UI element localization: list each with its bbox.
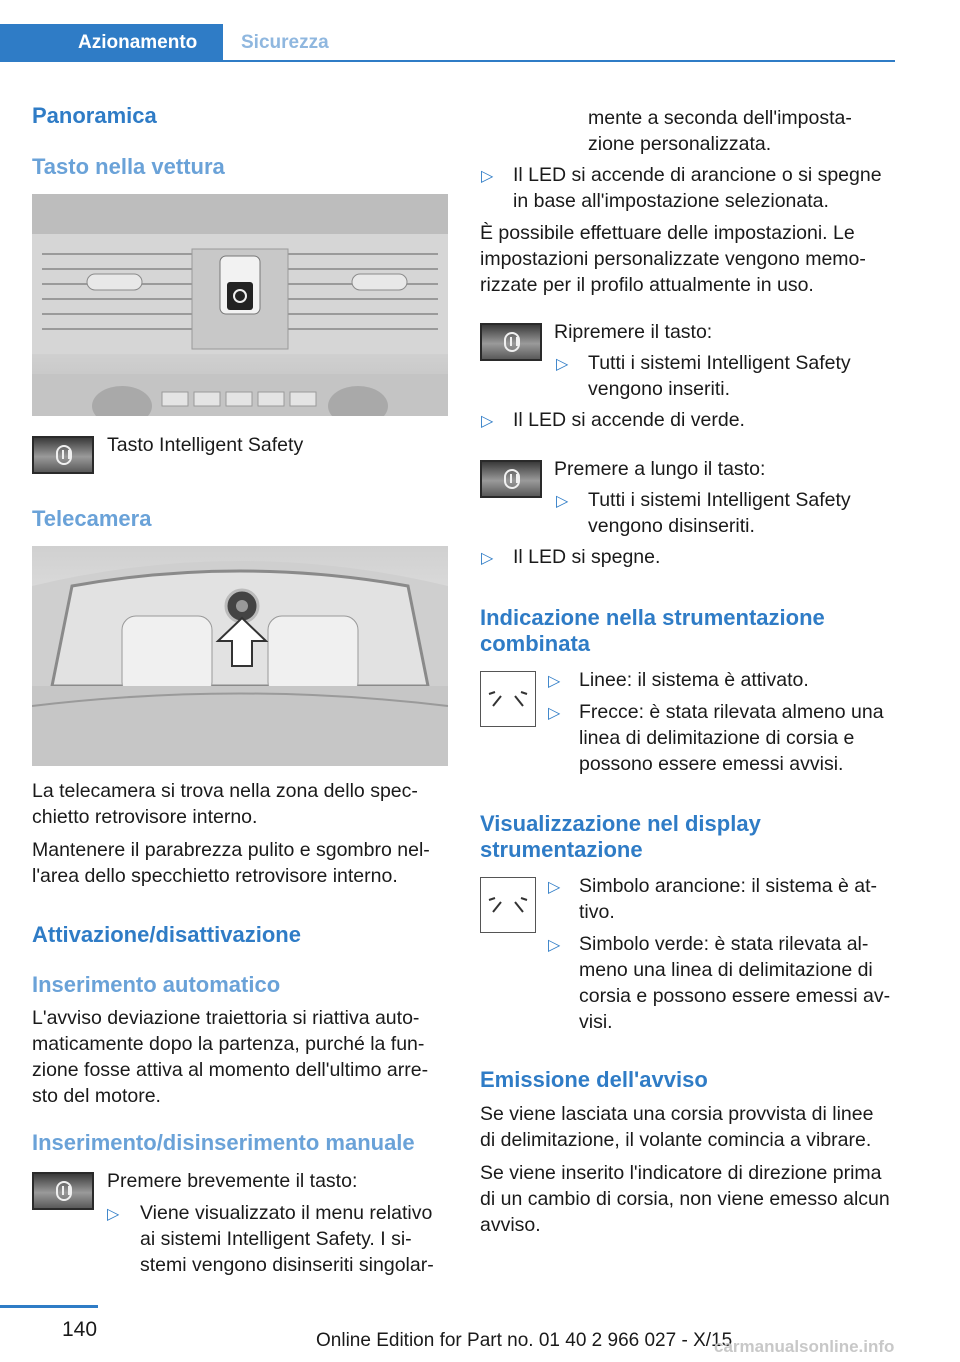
cluster-bullet-line: linea di delimitazione di corsia e (579, 727, 855, 749)
settings-text-line: impostazioni personalizzate vengono memo- (480, 248, 866, 270)
tab-sicurezza[interactable]: Sicurezza (241, 32, 329, 53)
warning-text-line: avviso. (480, 1214, 541, 1236)
auto-text-line: sto del motore. (32, 1085, 161, 1107)
bullet-icon: ▷ (548, 937, 561, 954)
press-short-label: Premere brevemente il tasto: (107, 1170, 358, 1192)
auto-text-line: L'avviso deviazione traiettoria si riattiva auto- (32, 1007, 420, 1029)
settings-text-line: È possibile effettuare delle impostazioni. Le (480, 222, 855, 244)
heading-manual: Inserimento/disinserimento manuale (32, 1130, 415, 1155)
press-long-label: Premere a lungo il tasto: (554, 458, 766, 480)
short-bullet-line: stemi vengono disinseriti singolar- (140, 1254, 434, 1276)
intelligent-safety-button-icon (480, 460, 542, 498)
intelligent-safety-button-icon (32, 1172, 94, 1210)
press-again-label: Ripremere il tasto: (554, 321, 713, 343)
camera-text-line: chietto retrovisore interno. (32, 806, 258, 828)
display-bullet-line: tivo. (579, 901, 615, 923)
cluster-bullet-line: Frecce: è stata rilevata almeno una (579, 701, 884, 723)
bullet-icon: ▷ (548, 705, 561, 722)
tab-azionamento[interactable]: Azionamento (0, 24, 223, 62)
intelligent-safety-button-icon (480, 323, 542, 361)
led-off-line: Il LED si spegne. (513, 546, 661, 568)
bullet-icon: ▷ (481, 413, 494, 430)
heading-warning: Emissione dell'avviso (480, 1067, 708, 1092)
camera-text-line: La telecamera si trova nella zona dello spec- (32, 780, 418, 802)
auto-text-line: maticamente dopo la partenza, purché la fun- (32, 1033, 425, 1055)
short-bullet-line: ai sistemi Intelligent Safety. I si- (140, 1228, 412, 1250)
watermark: carmanualsonline.info (714, 1337, 895, 1356)
heading-cluster: combinata (480, 631, 591, 656)
camera-text-line: l'area dello specchietto retrovisore interno. (32, 865, 398, 887)
camera-photo (32, 546, 448, 766)
display-bullet-line: meno una linea di delimitazione di (579, 959, 873, 981)
short-bullet-line: mente a seconda dell'imposta- (588, 107, 852, 129)
dashboard-illustration (32, 194, 448, 416)
page-number: 140 (62, 1318, 98, 1341)
display-bullet-line: corsia e possono essere emessi av- (579, 985, 891, 1007)
display-bullet-line: visi. (579, 1011, 613, 1033)
short-bullet-line: zione personalizzata. (588, 133, 772, 155)
heading-auto: Inserimento automatico (32, 972, 281, 997)
led-orange-line: Il LED si accende di arancione o si spegne (513, 164, 882, 186)
warning-text-line: di un cambio di corsia, non viene emesso alcun (480, 1188, 890, 1210)
auto-text-line: zione fosse attiva al momento dell'ultimo arre- (32, 1059, 429, 1081)
button-caption: Tasto Intelligent Safety (107, 434, 304, 456)
lane-departure-icon (480, 877, 536, 933)
intelligent-safety-button-icon (32, 436, 94, 474)
warning-text-line: Se viene inserito l'indicatore di direzione prima (480, 1162, 882, 1184)
heading-button: Tasto nella vettura (32, 154, 225, 179)
footer-rule (0, 1305, 98, 1308)
bullet-icon: ▷ (107, 1206, 120, 1223)
led-orange-line: in base all'impostazione selezionata. (513, 190, 829, 212)
windshield-illustration (32, 546, 448, 766)
warning-text-line: di delimitazione, il volante comincia a vibrare. (480, 1129, 872, 1151)
again-bullet-line: Tutti i sistemi Intelligent Safety (588, 352, 851, 374)
bullet-icon: ▷ (556, 356, 569, 373)
bullet-icon: ▷ (548, 879, 561, 896)
heading-overview: Panoramica (32, 103, 157, 128)
heading-cluster: Indicazione nella strumentazione (480, 605, 825, 630)
heading-activation: Attivazione/disattivazione (32, 922, 301, 947)
bullet-icon: ▷ (548, 673, 561, 690)
long-bullet-line: vengono disinseriti. (588, 515, 755, 537)
short-bullet-line: Viene visualizzato il menu relativo (140, 1202, 433, 1224)
lane-departure-icon (480, 671, 536, 727)
bullet-icon: ▷ (481, 550, 494, 567)
camera-text-line: Mantenere il parabrezza pulito e sgombro nel- (32, 839, 430, 861)
cluster-bullet-line: Linee: il sistema è attivato. (579, 669, 809, 691)
bullet-icon: ▷ (556, 493, 569, 510)
heading-display: strumentazione (480, 837, 643, 862)
bullet-icon: ▷ (481, 168, 494, 185)
display-bullet-line: Simbolo arancione: il sistema è at- (579, 875, 878, 897)
heading-display: Visualizzazione nel display (480, 811, 761, 836)
heading-camera: Telecamera (32, 506, 152, 531)
cluster-bullet-line: possono essere emessi avvisi. (579, 753, 844, 775)
warning-text-line: Se viene lasciata una corsia provvista di linee (480, 1103, 874, 1125)
again-bullet-line: vengono inseriti. (588, 378, 731, 400)
long-bullet-line: Tutti i sistemi Intelligent Safety (588, 489, 851, 511)
dashboard-button-photo (32, 194, 448, 416)
display-bullet-line: Simbolo verde: è stata rilevata al- (579, 933, 869, 955)
edition-note: Online Edition for Part no. 01 40 2 966 027 - X/15 (316, 1330, 733, 1351)
led-green-line: Il LED si accende di verde. (513, 409, 745, 431)
settings-text-line: rizzate per il profilo attualmente in uso. (480, 274, 814, 296)
